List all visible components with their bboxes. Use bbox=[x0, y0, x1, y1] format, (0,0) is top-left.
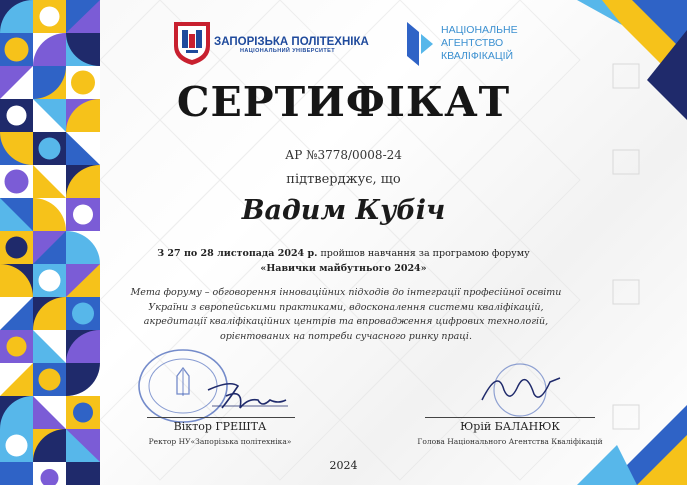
zp-polytechnic-logo bbox=[172, 20, 369, 70]
goal-line: України з європейськими практиками, вдосконалення системи кваліфікацій, bbox=[148, 301, 544, 313]
signatory-position-right: Голова Національного Агентства Кваліфікацій bbox=[417, 437, 603, 446]
training-text: пройшов навчання за програмою форуму bbox=[317, 248, 530, 259]
certificate-title: СЕРТИФІКАТ bbox=[176, 78, 511, 126]
program-name: «Навички майбутнього 2024» bbox=[260, 263, 427, 274]
recipient-name: Вадим Кубіч bbox=[241, 195, 446, 226]
forum-goal bbox=[118, 286, 574, 344]
signature-right bbox=[468, 360, 578, 420]
registration-number: АР №3778/0008-24 bbox=[285, 148, 402, 162]
signature-line-right bbox=[425, 417, 595, 418]
signatory-position-left: Ректор НУ«Запорізька політехніка» bbox=[148, 437, 292, 446]
right-decoration bbox=[577, 0, 687, 485]
signatory-name-left: Віктор ГРЕШТА bbox=[173, 420, 267, 433]
zp-emblem-icon bbox=[172, 20, 212, 66]
zp-name: ЗАПОРІЗЬКА ПОЛІТЕХНІКА bbox=[214, 36, 369, 48]
nak-line-3: КВАЛІФІКАЦІЙ bbox=[441, 50, 514, 62]
confirms-text: підтверджує, що bbox=[286, 172, 401, 187]
signature-left bbox=[200, 378, 295, 418]
goal-line: Мета форуму – обговорення інноваційних підходів до інтеграції професійної освіти bbox=[130, 287, 562, 298]
nak-line-2: АГЕНТСТВО bbox=[441, 37, 504, 49]
goal-line: акредитації кваліфікаційних центрів та впровадження цифрових технологій, bbox=[143, 316, 549, 327]
nak-emblem-icon bbox=[405, 20, 435, 68]
signature-line-left bbox=[147, 417, 295, 418]
training-dates: З 27 по 28 листопада 2024 р. bbox=[157, 248, 318, 259]
left-geometric-panel bbox=[0, 0, 100, 485]
signatory-name-right: Юрій БАЛАНЮК bbox=[460, 420, 560, 433]
nak-logo bbox=[405, 20, 518, 72]
goal-line: орієнтованих на потреби сучасного ринку праці. bbox=[220, 330, 472, 342]
training-info bbox=[0, 246, 687, 276]
nak-line-1: НАЦІОНАЛЬНЕ bbox=[441, 24, 518, 36]
zp-subtitle: НАЦІОНАЛЬНИЙ УНІВЕРСИТЕТ bbox=[240, 48, 336, 54]
certificate-year: 2024 bbox=[329, 459, 358, 472]
